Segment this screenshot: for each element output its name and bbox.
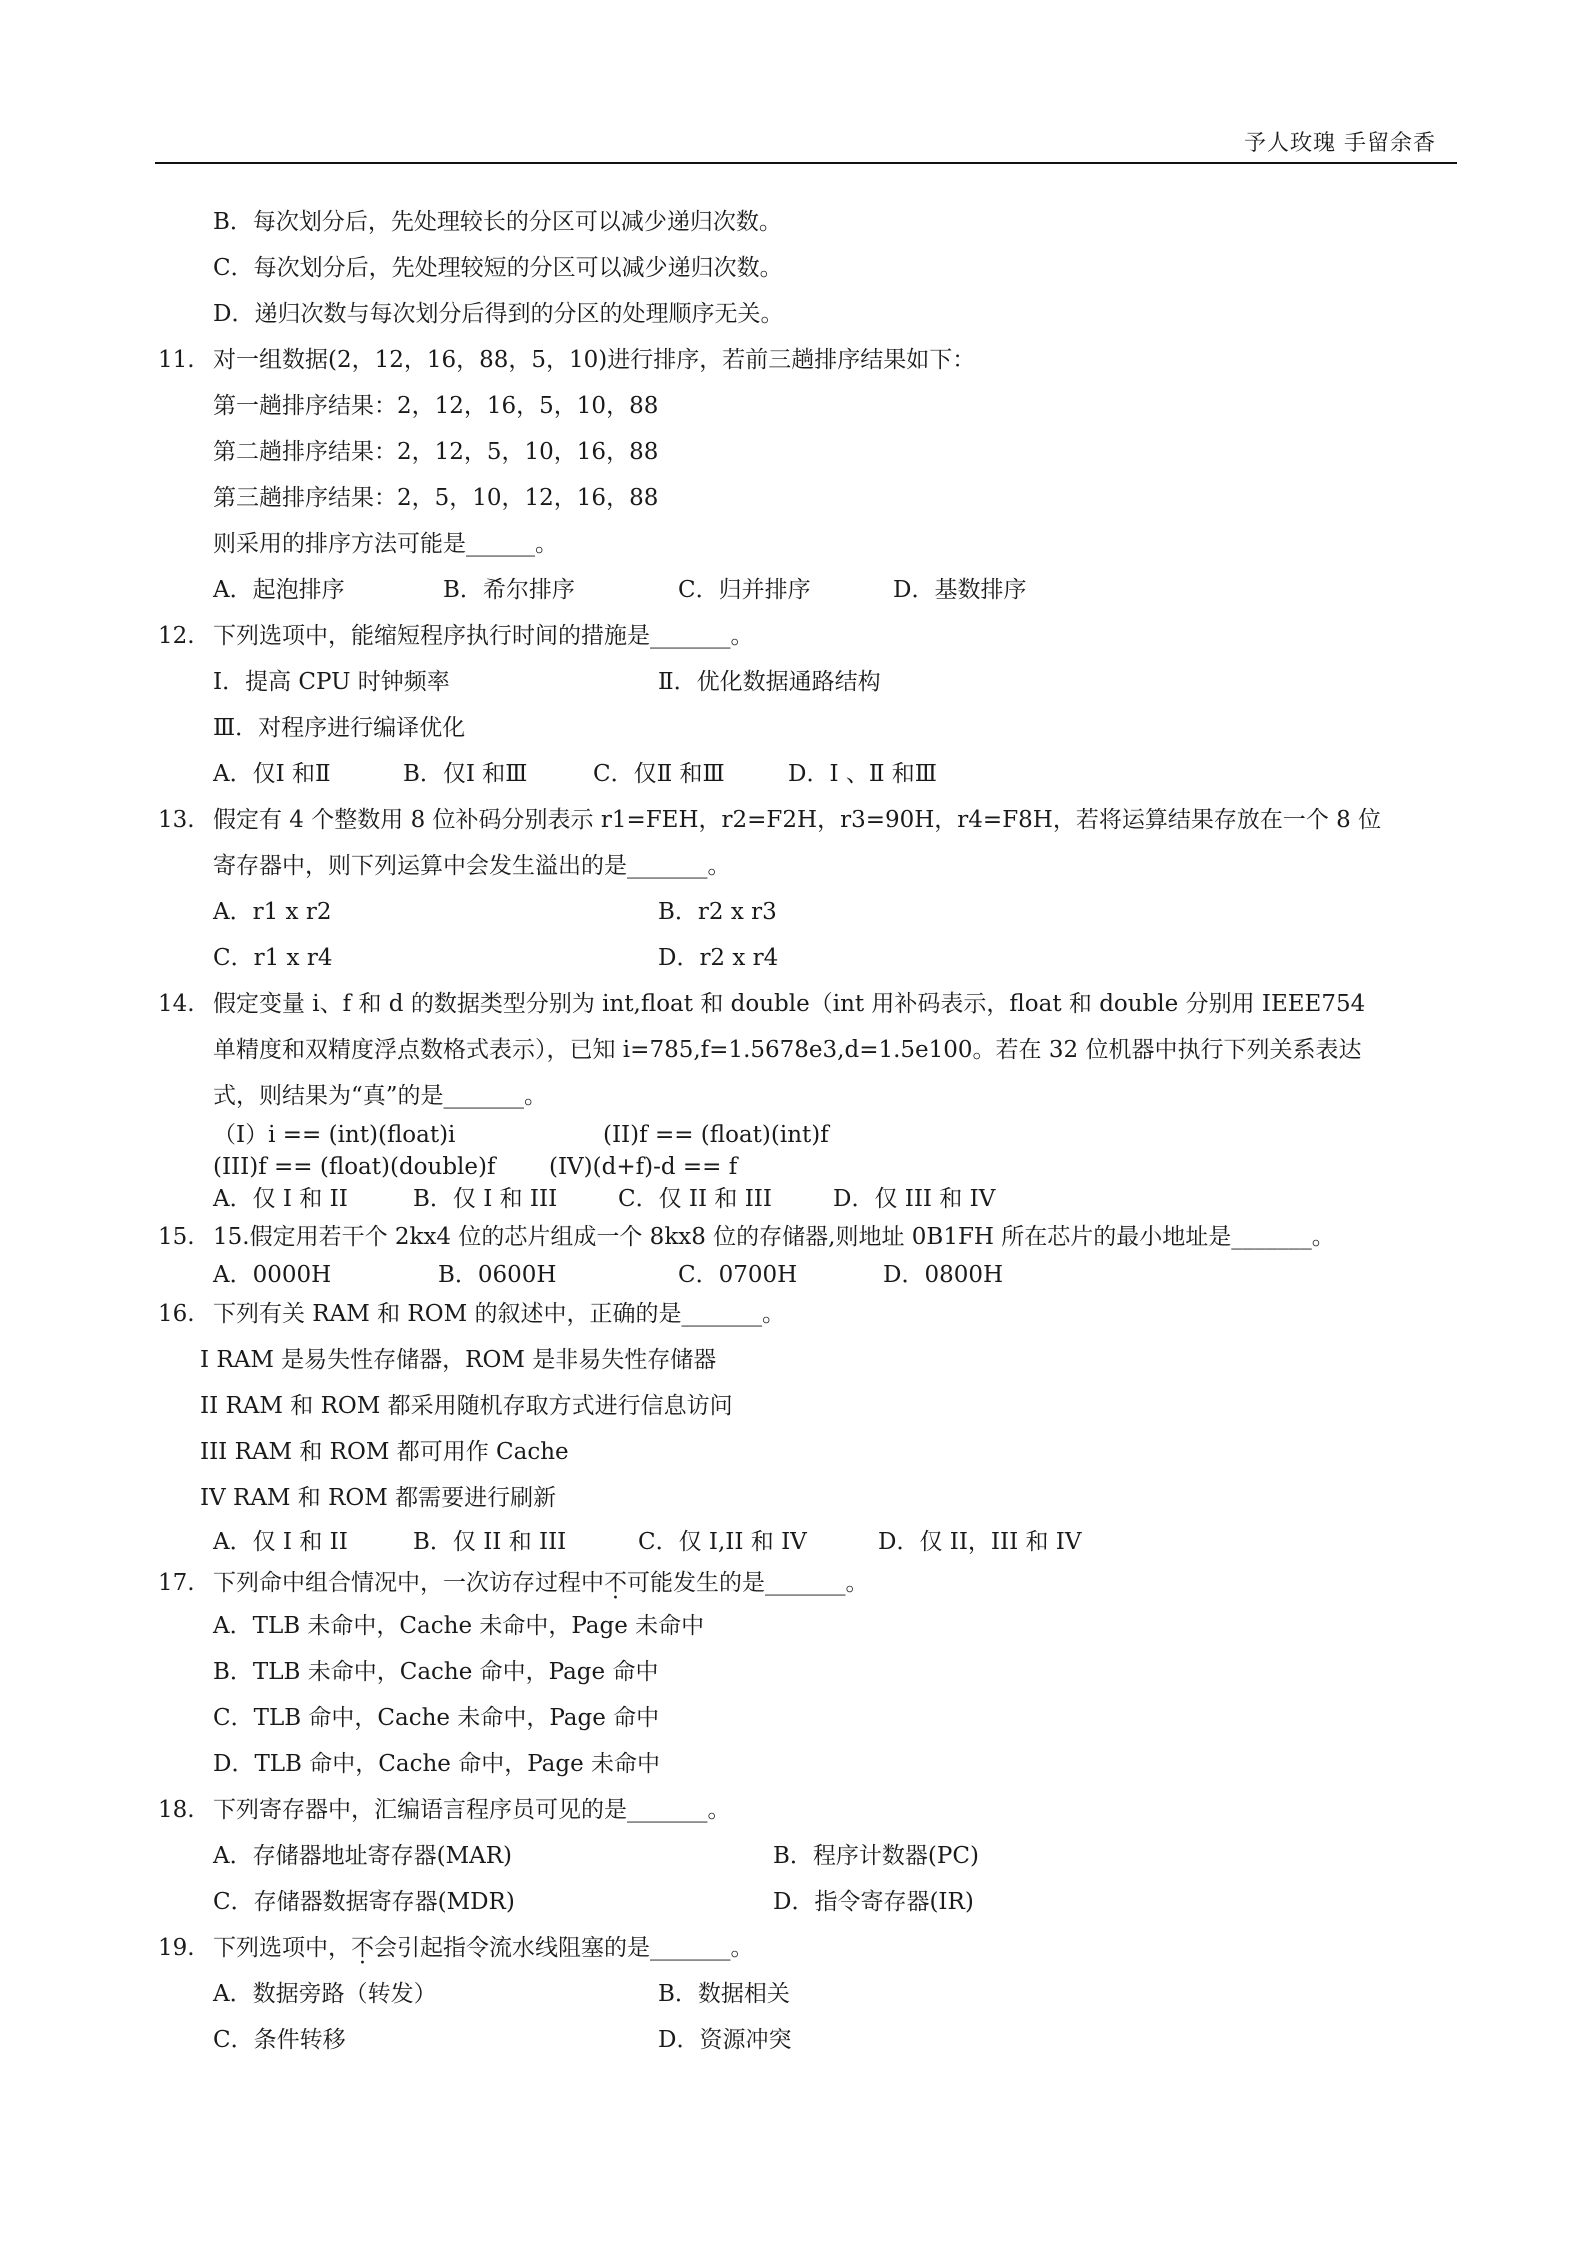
- q12-options: [158, 751, 1458, 797]
- q18-number: 18.: [158, 1797, 195, 1823]
- q19-options-row-2: [158, 2017, 1458, 2063]
- q12-items-row: [158, 659, 1458, 705]
- q11-pass-3: 第三趟排序结果：2，5，10，12，16，88: [213, 485, 659, 511]
- q14-option-c: C．仅 II 和 III: [618, 1186, 772, 1212]
- header-slogan: 予人玫瑰 手留余香: [1244, 131, 1436, 156]
- q19-number: 19.: [158, 1935, 195, 1961]
- q16-option-d: D．仅 II，III 和 IV: [878, 1529, 1082, 1555]
- q15-stem: 15.假定用若干个 2kx4 位的芯片组成一个 8kx8 位的存储器,则地址 0B1FH 所在芯片的最小地址是_______。: [213, 1224, 1335, 1250]
- q11-option-b: B．希尔排序: [443, 577, 575, 603]
- q17-option-d: D．TLB 命中，Cache 命中，Page 未命中: [213, 1751, 660, 1777]
- q13-number: 13.: [158, 807, 195, 833]
- q13-option-c: C．r1 x r4: [213, 945, 333, 971]
- q18-option-a: A．存储器地址寄存器(MAR): [213, 1843, 513, 1869]
- q17-stem-line: [158, 1563, 1458, 1603]
- q14-stem-line-1: [158, 981, 1458, 1027]
- q11-stem: 对一组数据(2，12，16，88，5，10)进行排序，若前三趟排序结果如下：: [213, 347, 976, 373]
- q10-option-c: C．每次划分后，先处理较短的分区可以减少递归次数。: [213, 255, 783, 281]
- q14-option-a: A．仅 I 和 II: [213, 1186, 348, 1212]
- q12-stem-line: [158, 613, 1458, 659]
- q16-option-b: B．仅 II 和 III: [413, 1529, 567, 1555]
- q18-option-c: C．存储器数据寄存器(MDR): [213, 1889, 515, 1915]
- q15-number: 15.: [158, 1224, 195, 1250]
- q15-option-c: C．0700H: [678, 1262, 798, 1288]
- q13-option-a: A．r1 x r2: [213, 899, 332, 925]
- q16-stem: 下列有关 RAM 和 ROM 的叙述中，正确的是_______。: [213, 1301, 785, 1327]
- q11-option-a: A．起泡排序: [213, 577, 345, 603]
- q17-number: 17.: [158, 1570, 195, 1596]
- q11-option-d: D．基数排序: [893, 577, 1027, 603]
- q15-option-a: A．0000H: [213, 1262, 332, 1288]
- q17-stem-emphasis: 不: [604, 1570, 627, 1596]
- q13-stem-1: 假定有 4 个整数用 8 位补码分别表示 r1=FEH，r2=F2H，r3=90H，r4=F8H，若将运算结果存放在一个 8 位: [213, 807, 1382, 833]
- q19-option-c: C．条件转移: [213, 2027, 346, 2053]
- q14-expr-3: (III)f == (float)(double)f: [213, 1154, 496, 1180]
- q16-item-3: III RAM 和 ROM 都可用作 Cache: [200, 1439, 569, 1465]
- q19-stem-line: [158, 1925, 1458, 1971]
- q16-option-c: C．仅 I,II 和 IV: [638, 1529, 807, 1555]
- q19-options-row-1: [158, 1971, 1458, 2017]
- q11-number: 11.: [158, 347, 195, 373]
- q13-options-row-2: [158, 935, 1458, 981]
- q11-option-c: C．归并排序: [678, 577, 811, 603]
- q16-stem-line: [158, 1291, 1458, 1337]
- q13-option-d: D．r2 x r4: [658, 945, 779, 971]
- q16-options: [158, 1521, 1458, 1563]
- q14-expr-4: (IV)(d+f)-d == f: [549, 1154, 738, 1180]
- q10-option-d: D．递归次数与每次划分后得到的分区的处理顺序无关。: [213, 301, 784, 327]
- header-divider: [155, 162, 1457, 164]
- q18-stem-line: [158, 1787, 1458, 1833]
- q17-option-b: B．TLB 未命中，Cache 命中，Page 命中: [213, 1659, 659, 1685]
- q17-stem-a: 下列命中组合情况中，一次访存过程中: [213, 1570, 604, 1596]
- q13-stem-line-1: [158, 797, 1458, 843]
- q16-number: 16.: [158, 1301, 195, 1327]
- q14-stem-3: 式，则结果为“真”的是_______。: [213, 1083, 548, 1109]
- q12-option-b: B．仅Ⅰ 和Ⅲ: [403, 761, 528, 787]
- q12-number: 12.: [158, 623, 195, 649]
- q10-option-b: B．每次划分后，先处理较长的分区可以减少递归次数。: [213, 209, 782, 235]
- q15-stem-line: [158, 1215, 1458, 1259]
- q14-stem-1: 假定变量 i、f 和 d 的数据类型分别为 int,float 和 double（int 用补码表示，float 和 double 分别用 IEEE754: [213, 991, 1366, 1017]
- q13-option-b: B．r2 x r3: [658, 899, 777, 925]
- q14-option-d: D．仅 III 和 IV: [833, 1186, 996, 1212]
- q19-option-a: A．数据旁路（转发）: [213, 1981, 437, 2007]
- q16-option-a: A．仅 I 和 II: [213, 1529, 348, 1555]
- q14-number: 14.: [158, 991, 195, 1017]
- q19-stem-emphasis: 不: [351, 1935, 374, 1961]
- q11-stem-line: [158, 337, 1458, 383]
- q14-options: [158, 1183, 1458, 1215]
- q19-stem-b: 会引起指令流水线阻塞的是_______。: [374, 1935, 754, 1961]
- q12-option-a: A．仅Ⅰ 和Ⅱ: [213, 761, 331, 787]
- q12-stem: 下列选项中，能缩短程序执行时间的措施是_______。: [213, 623, 754, 649]
- q11-question: 则采用的排序方法可能是______。: [213, 531, 558, 557]
- q16-item-4: IV RAM 和 ROM 都需要进行刷新: [200, 1485, 557, 1511]
- q17-option-c: C．TLB 命中，Cache 未命中，Page 命中: [213, 1705, 660, 1731]
- q11-options: [158, 567, 1458, 613]
- q13-stem-2: 寄存器中，则下列运算中会发生溢出的是_______。: [213, 853, 731, 879]
- q14-expr-1: （I）i == (int)(float)i: [213, 1122, 456, 1148]
- q18-options-row-1: [158, 1833, 1458, 1879]
- q14-exprs-row-1: [158, 1119, 1458, 1151]
- q15-option-b: B．0600H: [438, 1262, 557, 1288]
- q14-stem-2: 单精度和双精度浮点数格式表示），已知 i=785,f=1.5678e3,d=1.5e100。若在 32 位机器中执行下列关系表达: [213, 1037, 1362, 1063]
- q18-stem: 下列寄存器中，汇编语言程序员可见的是_______。: [213, 1797, 731, 1823]
- q15-option-d: D．0800H: [883, 1262, 1004, 1288]
- q12-option-c: C．仅Ⅱ 和Ⅲ: [593, 761, 725, 787]
- q19-stem-a: 下列选项中，: [213, 1935, 351, 1961]
- q14-exprs-row-2: [158, 1151, 1458, 1183]
- q12-option-d: D．Ⅰ 、Ⅱ 和Ⅲ: [788, 761, 937, 787]
- q17-stem-b: 可能发生的是_______。: [627, 1570, 869, 1596]
- q19-option-d: D．资源冲突: [658, 2027, 792, 2053]
- q17-option-a: A．TLB 未命中，Cache 未命中，Page 未命中: [213, 1613, 705, 1639]
- q18-options-row-2: [158, 1879, 1458, 1925]
- q14-expr-2: (II)f == (float)(int)f: [603, 1122, 829, 1148]
- q18-option-b: B．程序计数器(PC): [773, 1843, 979, 1869]
- q12-item-1: Ⅰ．提高 CPU 时钟频率: [213, 669, 450, 695]
- q15-options: [158, 1259, 1458, 1291]
- q18-option-d: D．指令寄存器(IR): [773, 1889, 974, 1915]
- q19-option-b: B．数据相关: [658, 1981, 790, 2007]
- q14-option-b: B．仅 I 和 III: [413, 1186, 558, 1212]
- q16-item-2: II RAM 和 ROM 都采用随机存取方式进行信息访问: [200, 1393, 733, 1419]
- q16-item-1: I RAM 是易失性存储器，ROM 是非易失性存储器: [200, 1347, 717, 1373]
- q11-pass-2: 第二趟排序结果：2，12，5，10，16，88: [213, 439, 659, 465]
- exam-content: [158, 199, 1458, 2063]
- q12-item-3: Ⅲ．对程序进行编译优化: [213, 715, 466, 741]
- q11-pass-1: 第一趟排序结果：2，12，16，5，10，88: [213, 393, 659, 419]
- q13-options-row-1: [158, 889, 1458, 935]
- q12-item-2: Ⅱ．优化数据通路结构: [658, 669, 881, 695]
